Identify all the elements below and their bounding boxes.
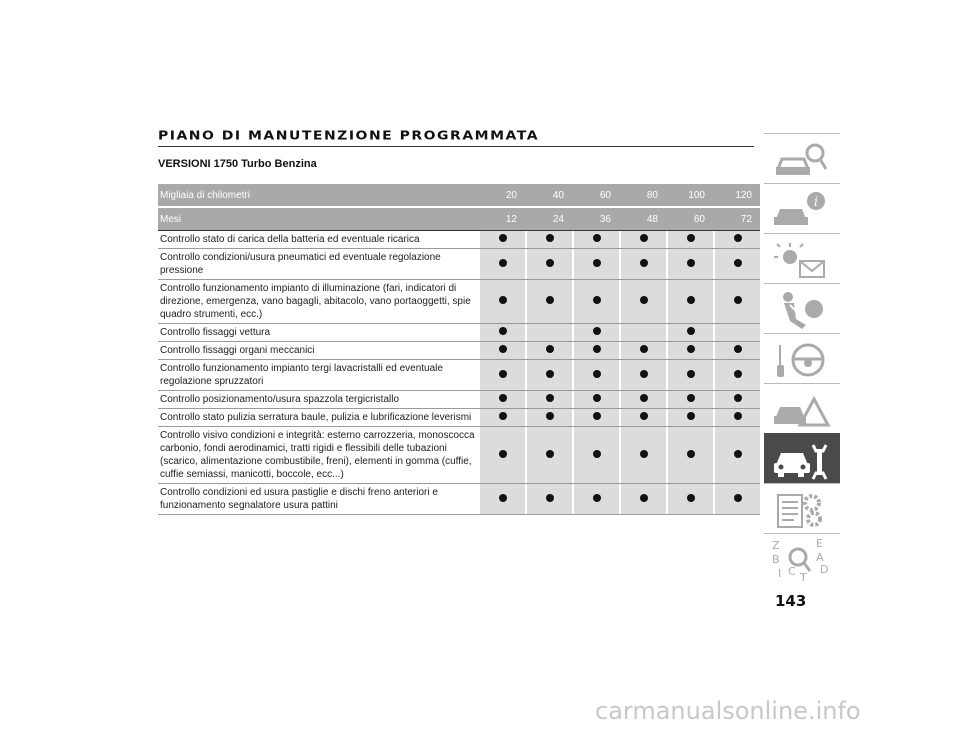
header-months-label: Mesi	[158, 207, 480, 231]
interval-cell	[527, 324, 572, 342]
tab-warning-lights[interactable]	[764, 233, 840, 284]
row-label: Controllo condizioni ed usura pastiglie e dischi freno anteriori e funzionamento segnalatore usura pattini	[158, 484, 480, 515]
interval-cell	[621, 427, 666, 484]
index-letter: A	[816, 551, 824, 564]
interval-cell	[668, 231, 713, 249]
header-km-value: 60	[574, 184, 619, 207]
check-dot	[734, 370, 742, 378]
check-dot	[640, 494, 648, 502]
tab-emergency[interactable]	[764, 383, 840, 434]
steering-key-icon	[770, 339, 832, 381]
table-row	[158, 409, 760, 427]
interval-cell	[574, 427, 619, 484]
index-letter: I	[778, 567, 782, 580]
check-dot	[593, 494, 601, 502]
title-divider	[158, 146, 754, 147]
header-km-value: 80	[621, 184, 666, 207]
header-row-months	[158, 207, 760, 231]
check-dot	[593, 259, 601, 267]
interval-cell	[480, 427, 525, 484]
table-row	[158, 280, 760, 324]
check-dot	[593, 345, 601, 353]
interval-cell	[480, 342, 525, 360]
car-emergency-triangle-icon	[770, 389, 832, 431]
row-label: Controllo fissaggi organi meccanici	[158, 342, 480, 360]
table-row	[158, 427, 760, 484]
chapter-sidebar	[764, 133, 840, 581]
interval-cell	[621, 231, 666, 249]
tab-safety[interactable]	[764, 283, 840, 334]
check-dot	[546, 370, 554, 378]
index-letter: Z	[772, 539, 780, 552]
car-search-icon	[770, 139, 832, 181]
interval-cell	[480, 360, 525, 391]
index-letter: C	[788, 565, 796, 578]
interval-cell	[715, 231, 760, 249]
check-dot	[499, 494, 507, 502]
tab-maintenance[interactable]	[764, 433, 840, 484]
row-label: Controllo visivo condizioni e integrità: esterno carrozzeria, monoscocca carbonio, fondi aerodinamici, tratti rigidi e flessibili delle tubazioni (scarico, alimentazione combustibile, freni), elementi in gomma (cuffie, cuffie semiassi, manicotti, boccole, ecc...)	[158, 427, 480, 484]
check-dot	[546, 345, 554, 353]
interval-cell	[715, 391, 760, 409]
row-label: Controllo condizioni/usura pneumatici ed eventuale regolazione pressione	[158, 249, 480, 280]
interval-cell	[668, 391, 713, 409]
check-dot	[499, 394, 507, 402]
check-dot	[687, 494, 695, 502]
page-number: 143	[775, 592, 807, 610]
check-dot	[640, 296, 648, 304]
car-maintenance-wrench-icon	[770, 439, 832, 481]
check-dot	[640, 450, 648, 458]
interval-cell	[527, 484, 572, 515]
check-dot	[640, 259, 648, 267]
tab-index[interactable]	[764, 533, 840, 584]
check-dot	[640, 394, 648, 402]
index-letter: T	[800, 571, 807, 581]
table-row	[158, 249, 760, 280]
interval-cell	[668, 342, 713, 360]
tab-technical-data[interactable]	[764, 483, 840, 534]
interval-cell	[480, 391, 525, 409]
check-dot	[687, 345, 695, 353]
technical-data-gears-icon	[770, 489, 832, 531]
interval-cell	[527, 249, 572, 280]
check-dot	[499, 345, 507, 353]
maintenance-table	[158, 184, 760, 515]
interval-cell	[715, 360, 760, 391]
watermark: carmanualsonline.info	[595, 697, 861, 725]
check-dot	[546, 412, 554, 420]
header-months-value: 60	[668, 207, 713, 231]
table-row	[158, 231, 760, 249]
interval-cell	[715, 484, 760, 515]
interval-cell	[668, 360, 713, 391]
check-dot	[499, 370, 507, 378]
interval-cell	[621, 409, 666, 427]
check-dot	[734, 234, 742, 242]
check-dot	[687, 296, 695, 304]
header-km-label: Migliaia di chilometri	[158, 184, 480, 207]
check-dot	[593, 394, 601, 402]
check-dot	[734, 494, 742, 502]
check-dot	[546, 296, 554, 304]
interval-cell	[527, 342, 572, 360]
interval-cell	[574, 249, 619, 280]
interval-cell	[574, 409, 619, 427]
row-label: Controllo fissaggi vettura	[158, 324, 480, 342]
warning-light-message-icon	[770, 239, 832, 281]
header-months-value: 48	[621, 207, 666, 231]
interval-cell	[621, 280, 666, 324]
interval-cell	[715, 280, 760, 324]
interval-cell	[527, 391, 572, 409]
check-dot	[593, 450, 601, 458]
table-row	[158, 484, 760, 515]
svg-text:i: i	[813, 195, 819, 210]
table-row	[158, 324, 760, 342]
check-dot	[499, 412, 507, 420]
row-label: Controllo stato pulizia serratura baule, pulizia e lubrificazione leverismi	[158, 409, 480, 427]
header-km-value: 120	[715, 184, 760, 207]
check-dot	[499, 234, 507, 242]
tab-car-search[interactable]	[764, 133, 840, 184]
header-km-value: 20	[480, 184, 525, 207]
check-dot	[593, 296, 601, 304]
check-dot	[640, 370, 648, 378]
interval-cell	[668, 280, 713, 324]
interval-cell	[621, 360, 666, 391]
interval-cell	[574, 360, 619, 391]
interval-cell	[715, 409, 760, 427]
interval-cell	[480, 324, 525, 342]
interval-cell	[715, 427, 760, 484]
section-subtitle: VERSIONI 1750 Turbo Benzina	[158, 158, 317, 170]
row-label: Controllo posizionamento/usura spazzola tergicristallo	[158, 391, 480, 409]
table-row	[158, 342, 760, 360]
check-dot	[687, 394, 695, 402]
interval-cell	[621, 249, 666, 280]
header-months-value: 36	[574, 207, 619, 231]
page-title: PIANO DI MANUTENZIONE PROGRAMMATA	[158, 128, 540, 144]
check-dot	[546, 394, 554, 402]
check-dot	[687, 450, 695, 458]
interval-cell	[668, 409, 713, 427]
index-letter: D	[820, 563, 829, 576]
car-info-icon	[770, 189, 832, 231]
interval-cell	[574, 324, 619, 342]
interval-cell	[574, 391, 619, 409]
interval-cell	[715, 324, 760, 342]
interval-cell	[621, 342, 666, 360]
interval-cell	[574, 484, 619, 515]
check-dot	[734, 412, 742, 420]
check-dot	[734, 450, 742, 458]
table-row	[158, 360, 760, 391]
header-km-value: 100	[668, 184, 713, 207]
interval-cell	[527, 280, 572, 324]
check-dot	[546, 494, 554, 502]
check-dot	[499, 450, 507, 458]
airbag-safety-icon	[770, 289, 832, 331]
check-dot	[687, 259, 695, 267]
interval-cell	[574, 231, 619, 249]
check-dot	[734, 259, 742, 267]
check-dot	[687, 234, 695, 242]
check-dot	[546, 450, 554, 458]
interval-cell	[574, 342, 619, 360]
check-dot	[687, 327, 695, 335]
check-dot	[640, 234, 648, 242]
tab-steering[interactable]	[764, 333, 840, 384]
table-row	[158, 391, 760, 409]
index-letter: B	[772, 553, 780, 566]
interval-cell	[480, 231, 525, 249]
check-dot	[546, 234, 554, 242]
check-dot	[546, 259, 554, 267]
alphabetical-index-icon	[770, 539, 832, 581]
check-dot	[687, 370, 695, 378]
check-dot	[499, 259, 507, 267]
index-letter: E	[816, 539, 823, 550]
interval-cell	[668, 324, 713, 342]
check-dot	[640, 345, 648, 353]
tab-car-info[interactable]	[764, 183, 840, 234]
header-months-value: 24	[527, 207, 572, 231]
interval-cell	[715, 342, 760, 360]
interval-cell	[574, 280, 619, 324]
header-months-value: 72	[715, 207, 760, 231]
interval-cell	[527, 231, 572, 249]
check-dot	[593, 370, 601, 378]
header-km-value: 40	[527, 184, 572, 207]
interval-cell	[527, 360, 572, 391]
check-dot	[734, 296, 742, 304]
check-dot	[593, 234, 601, 242]
row-label: Controllo funzionamento impianto di illuminazione (fari, indicatori di direzione, emergenza, vano bagagli, abitacolo, vano portaoggetti, spie quadro strumenti, ecc.)	[158, 280, 480, 324]
row-label: Controllo stato di carica della batteria ed eventuale ricarica	[158, 231, 480, 249]
interval-cell	[480, 249, 525, 280]
interval-cell	[527, 427, 572, 484]
check-dot	[593, 412, 601, 420]
check-dot	[499, 327, 507, 335]
header-row-km	[158, 184, 760, 207]
interval-cell	[715, 249, 760, 280]
interval-cell	[527, 409, 572, 427]
interval-cell	[480, 280, 525, 324]
check-dot	[499, 296, 507, 304]
interval-cell	[480, 409, 525, 427]
check-dot	[734, 394, 742, 402]
check-dot	[640, 412, 648, 420]
interval-cell	[668, 484, 713, 515]
interval-cell	[621, 484, 666, 515]
interval-cell	[621, 324, 666, 342]
check-dot	[734, 345, 742, 353]
interval-cell	[668, 427, 713, 484]
check-dot	[687, 412, 695, 420]
interval-cell	[621, 391, 666, 409]
interval-cell	[668, 249, 713, 280]
interval-cell	[480, 484, 525, 515]
check-dot	[593, 327, 601, 335]
row-label: Controllo funzionamento impianto tergi lavacristalli ed eventuale regolazione spruzzatori	[158, 360, 480, 391]
header-months-value: 12	[480, 207, 525, 231]
